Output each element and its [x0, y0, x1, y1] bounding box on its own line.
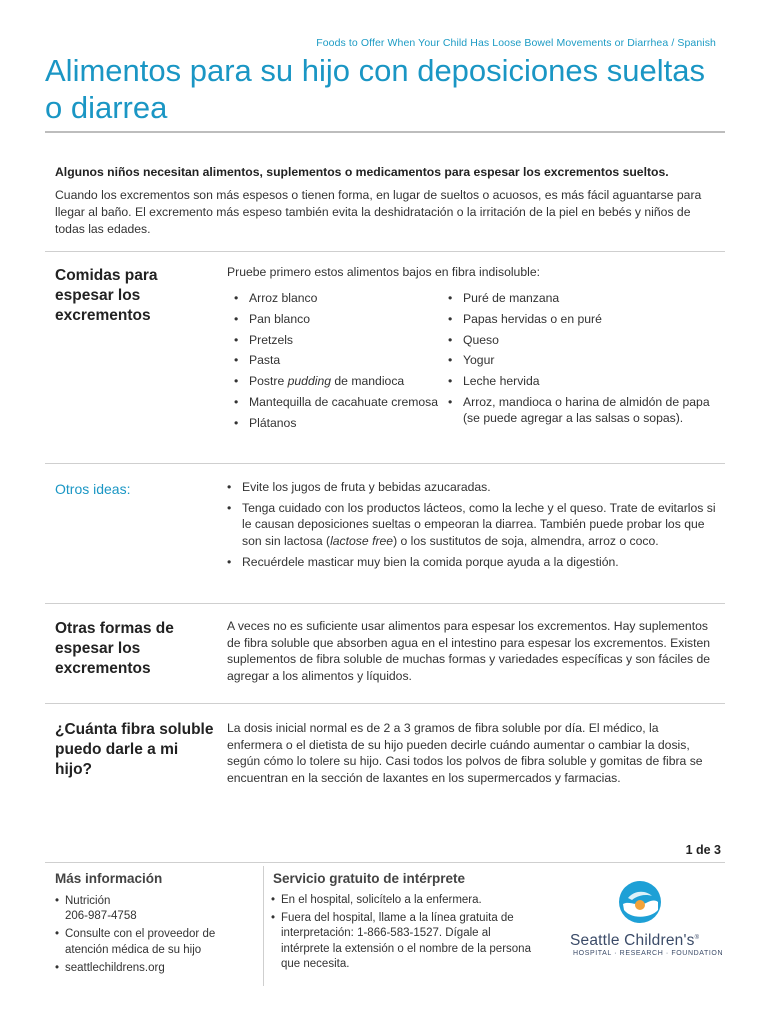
divider — [45, 703, 725, 704]
list-item: • Arroz blanco — [227, 290, 442, 307]
logo-name-text: Seattle Children's — [570, 932, 695, 949]
foods-list-left — [227, 290, 442, 436]
list-item-text: de mandioca — [331, 374, 405, 389]
list-item-italic: lactose free — [330, 533, 394, 548]
list-item: • Yogur — [441, 352, 721, 369]
list-item: • Queso — [441, 332, 721, 349]
footer-interpreter-list — [271, 893, 531, 975]
list-item — [55, 894, 255, 924]
intro-bold-text: Algunos niños necesitan alimentos, suplementos o medicamentos para espesar los excrementos sueltos. — [55, 165, 669, 179]
list-item: • Papas hervidas o en puré — [441, 311, 721, 328]
divider — [45, 251, 725, 252]
other-ideas-list — [220, 479, 720, 574]
nutrition-label: • Nutrición — [65, 895, 111, 907]
footer-more-info-heading: Más información — [55, 871, 163, 886]
divider — [45, 463, 725, 464]
footer-more-info-list — [55, 894, 255, 979]
list-item: • Arroz, mandioca o harina de almidón de papa (se puede agregar a las salsas o sopas). — [441, 394, 721, 427]
seattle-childrens-logo — [568, 880, 728, 960]
page-number: 1 de 3 — [685, 843, 721, 857]
logo-mark-icon — [618, 880, 662, 924]
list-item-text: Tenga cuidado con los productos lácteos, como la leche y el queso. Trate de evitarlos si le causan deposiciones sueltas o empeoran la diarrea. También puede probar los que son sin lactosa ( — [242, 500, 716, 548]
other-ways-paragraph: A veces no es suficiente usar alimentos para espesar los excrementos. Hay suplementos de fibra soluble que absorben agua en el intestino para espesar los excrementos. Existen suplementos de fibra soluble de muchas formas y variedades específicas y son fáciles de agregar a los alimentos y líquidos. — [227, 619, 711, 683]
divider — [45, 603, 725, 604]
logo-subtitle: HOSPITAL · RESEARCH · FOUNDATION — [573, 950, 724, 957]
foods-list-right — [441, 290, 721, 431]
list-item: • Mantequilla de cacahuate cremosa — [227, 394, 442, 411]
list-item: • Fuera del hospital, llame a la línea gratuita de interpretación: 1-866-583-1527. Dígale al intérprete la extensión o el nombre de la persona que necesita. — [271, 911, 531, 972]
list-item-text: ) o los sustitutos de soja, almendra, arroz o coco. — [393, 533, 659, 548]
list-item — [220, 500, 720, 550]
section-heading-foods: Comidas para espesar los excrementos — [55, 267, 158, 324]
page-title: Alimentos para su hijo con deposiciones sueltas o diarrea — [45, 53, 705, 125]
nutrition-phone: 206-987-4758 — [65, 910, 137, 923]
intro-paragraph: Cuando los excrementos son más espesos o tienen forma, en lugar de sueltos o acuosos, es más fácil aguantarse para llegar al baño. El excremento más espeso también evita la deshidratación o la irritación de la piel en bebés y niños de todas las edades. — [55, 188, 702, 236]
list-item — [227, 373, 442, 390]
section-heading-other-ideas: Otros ideas: — [55, 481, 131, 497]
website-link[interactable]: • seattlechildrens.org — [55, 961, 255, 976]
divider — [45, 131, 725, 133]
section-heading-other-ways: Otras formas de espesar los excrementos — [55, 620, 174, 677]
section-heading-fiber: ¿Cuánta fibra soluble puedo darle a mi hijo? — [55, 721, 214, 778]
foods-lead: Pruebe primero estos alimentos bajos en fibra indisoluble: — [227, 265, 540, 279]
list-item: • Leche hervida — [441, 373, 721, 390]
list-item: • En el hospital, solicítelo a la enfermera. — [271, 893, 531, 908]
page-topline: Foods to Offer When Your Child Has Loose Bowel Movements or Diarrhea / Spanish — [316, 37, 716, 49]
list-item: • Evite los jugos de fruta y bebidas azucaradas. — [220, 479, 720, 496]
list-item-italic: pudding — [287, 374, 332, 389]
logo-name — [570, 932, 699, 950]
logo-trademark: ® — [694, 934, 700, 941]
list-item: • Pasta — [227, 352, 442, 369]
list-item: • Pan blanco — [227, 311, 442, 328]
footer-vertical-divider — [263, 866, 264, 986]
footer-interpreter-heading: Servicio gratuito de intérprete — [273, 871, 466, 886]
list-item: • Plátanos — [227, 415, 442, 432]
list-item: • Recuérdele masticar muy bien la comida porque ayuda a la digestión. — [220, 554, 720, 571]
list-item: • Pretzels — [227, 332, 442, 349]
list-item-text: Postre — [249, 374, 288, 389]
list-item: • Puré de manzana — [441, 290, 721, 307]
list-item: • Consulte con el proveedor de atención médica de su hijo — [55, 927, 255, 957]
footer-divider — [45, 862, 725, 863]
fiber-paragraph: La dosis inicial normal es de 2 a 3 gramos de fibra soluble por día. El médico, la enfermera o el dietista de su hijo pueden decirle cuándo aumentar o cambiar la dosis, según cómo lo tolere su hijo. Casi todos los polvos de fibra soluble y gomitas de fibra se encuentran en la sección de laxantes en los supermercados y farmacias. — [227, 721, 703, 785]
